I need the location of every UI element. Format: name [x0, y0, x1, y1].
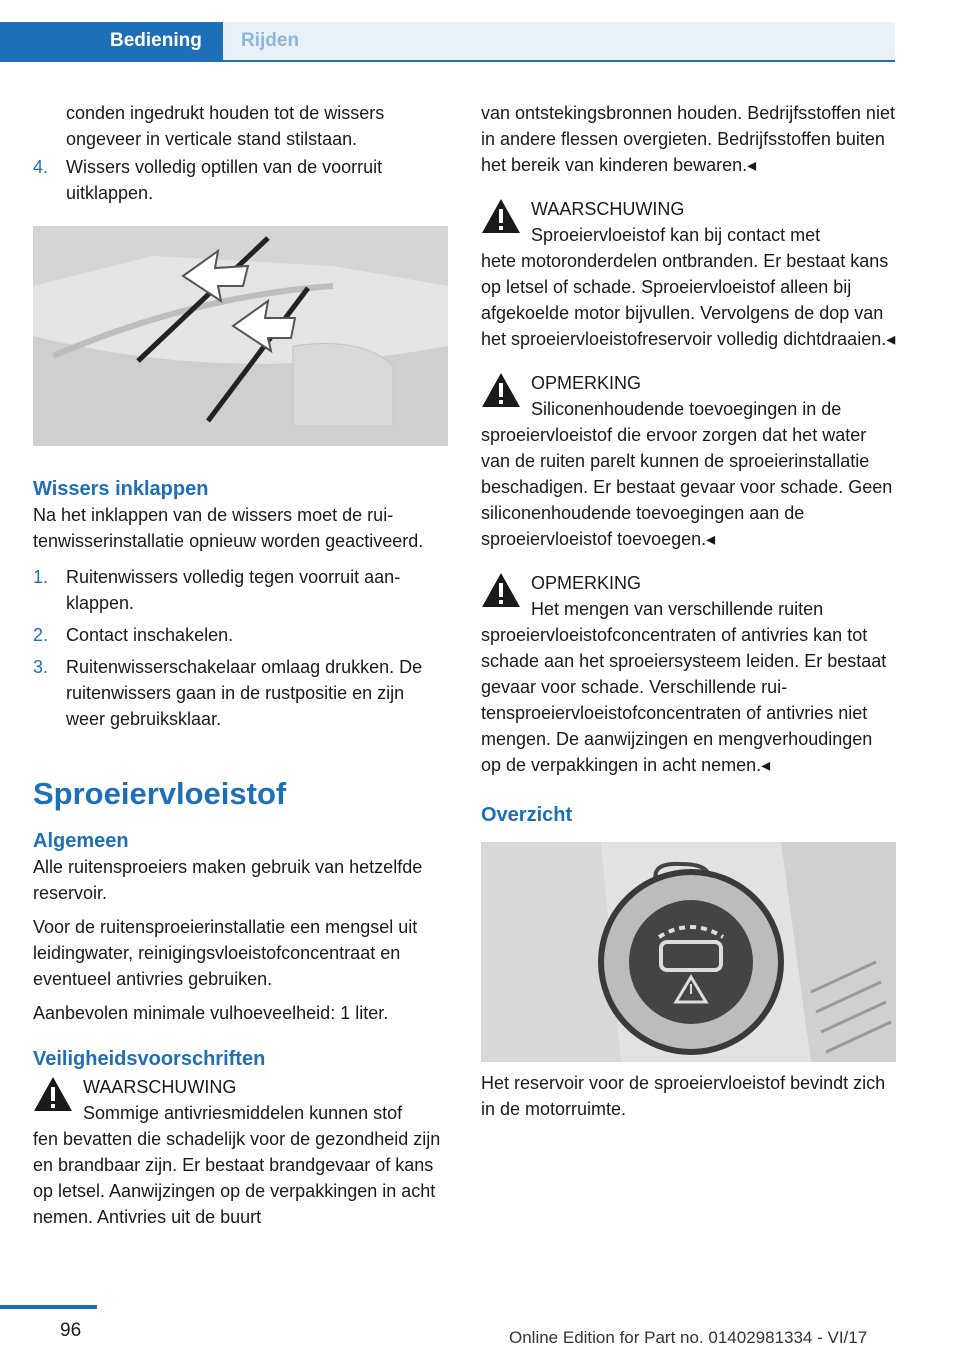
warning-lead: Sommige antivriesmiddelen kunnen stof — [83, 1103, 403, 1123]
notice-block — [481, 570, 896, 778]
chapter-tab-bar — [0, 22, 895, 62]
notice-block — [481, 370, 896, 552]
tab-rijden-label: Rijden — [241, 30, 300, 51]
warning-block — [481, 196, 896, 352]
warning-block — [33, 1074, 448, 1230]
section-title-overzicht: Overzicht — [481, 804, 573, 826]
step-2 — [33, 622, 448, 648]
notice-body: sproeiervloeistof die ervoor zorgen dat het water van de ruiten parelt kunnen de sproeierinstallatie beschadigen. Er bestaat gevaar voor schade. Geen siliconenhoudende toevoegingen aan de sproeiervloeistof toevoegen.◂ — [481, 425, 893, 549]
warning-triangle-icon — [481, 572, 521, 608]
notice-title: OPMERKING — [531, 373, 642, 393]
step-text: Wissers volledig optillen van de voorruit uitklappen. — [66, 157, 383, 203]
warning-title: WAARSCHUWING — [531, 199, 685, 219]
paragraph-continued: van ontstekingsbronnen houden. Bedrijfsstoffen niet in andere flessen overgieten. Bedrijfsstoffen buiten het bereik van kinderen bewaren.◂ — [481, 103, 895, 175]
warning-lead: Sproeiervloeistof kan bij contact met — [531, 225, 821, 245]
step-text: conden ingedrukt houden tot de wissers ongeveer in verticale stand stilstaan. — [66, 103, 385, 149]
figure-caption: Het reservoir voor de sproeiervloeistof bevindt zich in de motorruimte. — [481, 1073, 886, 1119]
step-3 — [33, 654, 448, 732]
warning-title: WAARSCHUWING — [83, 1077, 237, 1097]
warning-triangle-icon — [33, 1076, 73, 1112]
paragraph: Voor de ruitensproeierinstallatie een mengsel uit leidingwater, reinigingsvloeistofconcentraat en eventueel antivries gebruiken. — [33, 917, 418, 989]
footer-accent-line — [0, 1305, 97, 1309]
section-title-veiligheid: Veiligheidsvoorschriften — [33, 1048, 266, 1070]
warning-body: fen bevatten die schadelijk voor de gezondheid zijn en brandbaar zijn. Er bestaat brandgevaar of kans op letsel. Aanwijzingen op de verpakkingen in acht nemen. Antivries uit de buurt — [33, 1129, 441, 1227]
chapter-title: Sproeiervloeistof — [33, 776, 287, 811]
right-column — [481, 100, 896, 1122]
section-intro: Na het inklappen van de wissers moet de ruitenwisserinstallatie opnieuw worden geactiveerd. — [33, 505, 424, 551]
paragraph: Alle ruitensproeiers maken gebruik van hetzelfde reservoir. — [33, 857, 423, 903]
tab-rijden[interactable] — [223, 22, 895, 62]
step-1 — [33, 564, 448, 616]
notice-title: OPMERKING — [531, 573, 642, 593]
wipers-figure — [33, 226, 448, 446]
step-4 — [33, 154, 448, 206]
paragraph: Aanbevolen minimale vulhoeveelheid: 1 liter. — [33, 1003, 389, 1023]
tab-bediening-label: Bediening — [110, 30, 202, 51]
tab-bediening[interactable] — [0, 22, 223, 62]
warning-triangle-icon — [481, 198, 521, 234]
notice-lead: Het mengen van verschillende ruiten — [531, 599, 824, 619]
section-title-algemeen: Algemeen — [33, 830, 129, 852]
step-text: Ruitenwisserschakelaar omlaag drukken. De ruitenwissers gaan in de rustpositie en zijn weer gebruiksklaar. — [66, 657, 423, 729]
step-3-continued — [33, 100, 448, 152]
warning-triangle-icon — [481, 372, 521, 408]
step-number: 2. — [33, 625, 49, 645]
reservoir-figure — [481, 842, 896, 1062]
step-text: Contact inschakelen. — [66, 625, 234, 645]
page-number: 96 — [60, 1320, 82, 1341]
edition-footer: Online Edition for Part no. 01402981334 - VI/17 — [509, 1328, 868, 1347]
section-title-wissers-inklappen: Wissers inklappen — [33, 478, 209, 500]
step-number: 1. — [33, 567, 49, 587]
notice-lead: Siliconenhoudende toevoegingen in de — [531, 399, 842, 419]
left-column — [33, 100, 448, 1230]
notice-body: sproeiervloeistofconcentraten of antivries kan tot schade aan het sproeiersysteem leiden. Er bestaat gevaar voor schade. Verschillende ruitensproeiervloeistofconcentraten of antivries niet mengen. De aanwijzingen en mengverhoudingen op de verpakkingen in acht nemen.◂ — [481, 625, 887, 775]
step-number: 3. — [33, 657, 49, 677]
warning-body: hete motoronderdelen ontbranden. Er bestaat kans op letsel of schade. Sproeiervloeistof alleen bij afgekoelde motor bijvullen. Vervolgens de dop van het sproeiervloeistofreservoir volledig dichtdraaien.◂ — [481, 251, 896, 349]
step-number: 4. — [33, 157, 49, 177]
step-text: Ruitenwissers volledig tegen voorruit aanklappen. — [66, 567, 401, 613]
